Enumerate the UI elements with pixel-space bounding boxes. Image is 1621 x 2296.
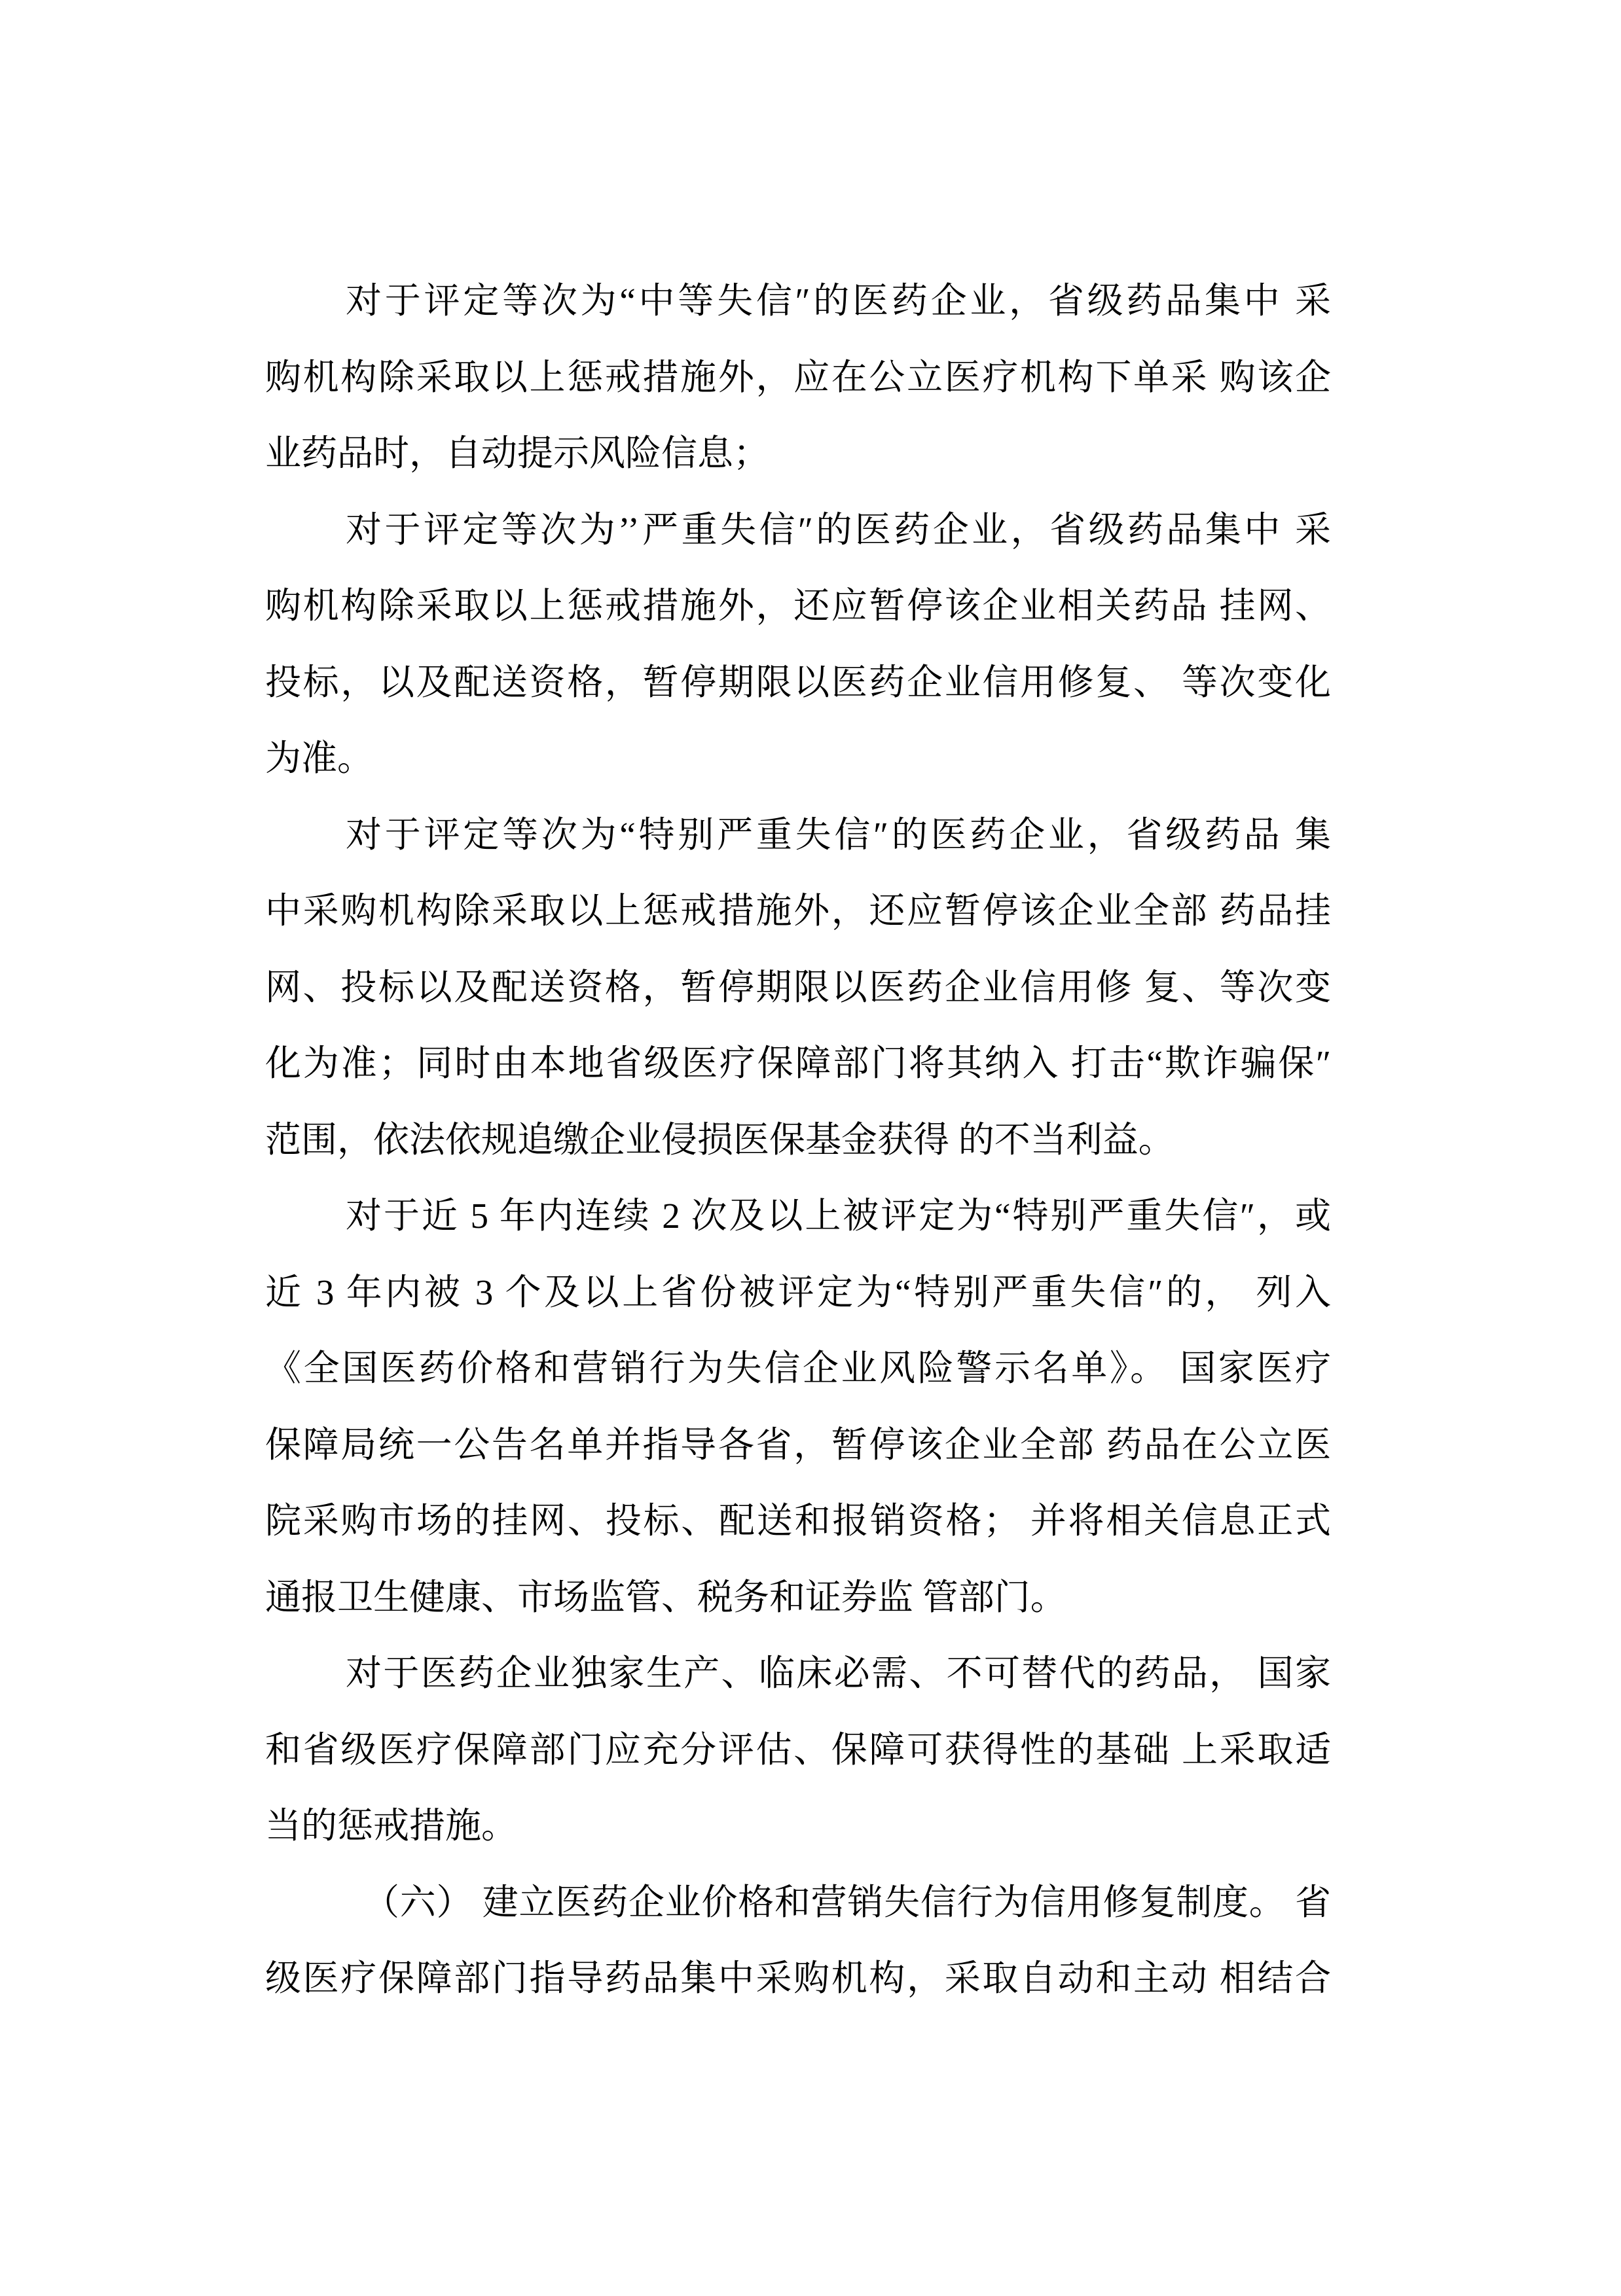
text-line: 为准。: [265, 738, 374, 778]
text-line: 化为准；同时由本地省级医疗保障部门将其纳入 打击“欺诈骗保″: [265, 1043, 1331, 1083]
text-line: 购机构除采取以上惩戒措施外，还应暂停该企业相关药品 挂网、: [265, 586, 1331, 626]
text-line: 保障局统一公告名单并指导各省，暂停该企业全部 药品在公立医: [265, 1424, 1331, 1465]
text-line: 投标，以及配送资格，暂停期限以医药企业信用修复、 等次变化: [265, 662, 1331, 702]
text-line: 院采购市场的挂网、投标、配送和报销资格； 并将相关信息正式: [265, 1501, 1331, 1541]
text-line: 网、投标以及配送资格，暂停期限以医药企业信用修 复、等次变: [265, 967, 1331, 1007]
text-line: 对于近 5 年内连续 2 次及以上被评定为“特别严重失信″，或: [346, 1196, 1331, 1236]
text-line: 当的惩戒措施。: [265, 1806, 518, 1846]
text-line: 范围，依法依规追缴企业侵损医保基金获得 的不当利益。: [265, 1119, 1175, 1160]
document-body: [265, 263, 1331, 2017]
text-line: 中采购机构除采取以上惩戒措施外，还应暂停该企业全部 药品挂: [265, 891, 1331, 931]
text-line: 对于评定等次为“中等失信″的医药企业，省级药品集中 采: [346, 281, 1331, 321]
text-line: 级医疗保障部门指导药品集中采购机构，采取自动和主动 相结合: [265, 1958, 1331, 1998]
text-line: 对于医药企业独家生产、临床必需、不可替代的药品， 国家: [346, 1653, 1331, 1693]
text-line: （六） 建立医药企业价格和营销失信行为信用修复制度。 省: [363, 1882, 1331, 1922]
text-line: 《全国医药价格和营销行为失信企业风险警示名单》。 国家医疗: [265, 1348, 1331, 1388]
text-line: 和省级医疗保障部门应充分评估、保障可获得性的基础 上采取适: [265, 1729, 1331, 1770]
text-line: 对于评定等次为“特别严重失信″的医药企业，省级药品 集: [346, 814, 1331, 855]
text-line: 通报卫生健康、市场监管、税务和证券监 管部门。: [265, 1577, 1066, 1617]
text-line: 业药品时，自动提示风险信息；: [265, 433, 770, 473]
text-line: 对于评定等次为’’严重失信″的医药企业，省级药品集中 采: [346, 509, 1331, 550]
text-line: 近 3 年内被 3 个及以上省份被评定为“特别严重失信″的， 列入: [265, 1272, 1331, 1312]
text-line: 购机构除采取以上惩戒措施外，应在公立医疗机构下单采 购该企: [265, 357, 1331, 397]
